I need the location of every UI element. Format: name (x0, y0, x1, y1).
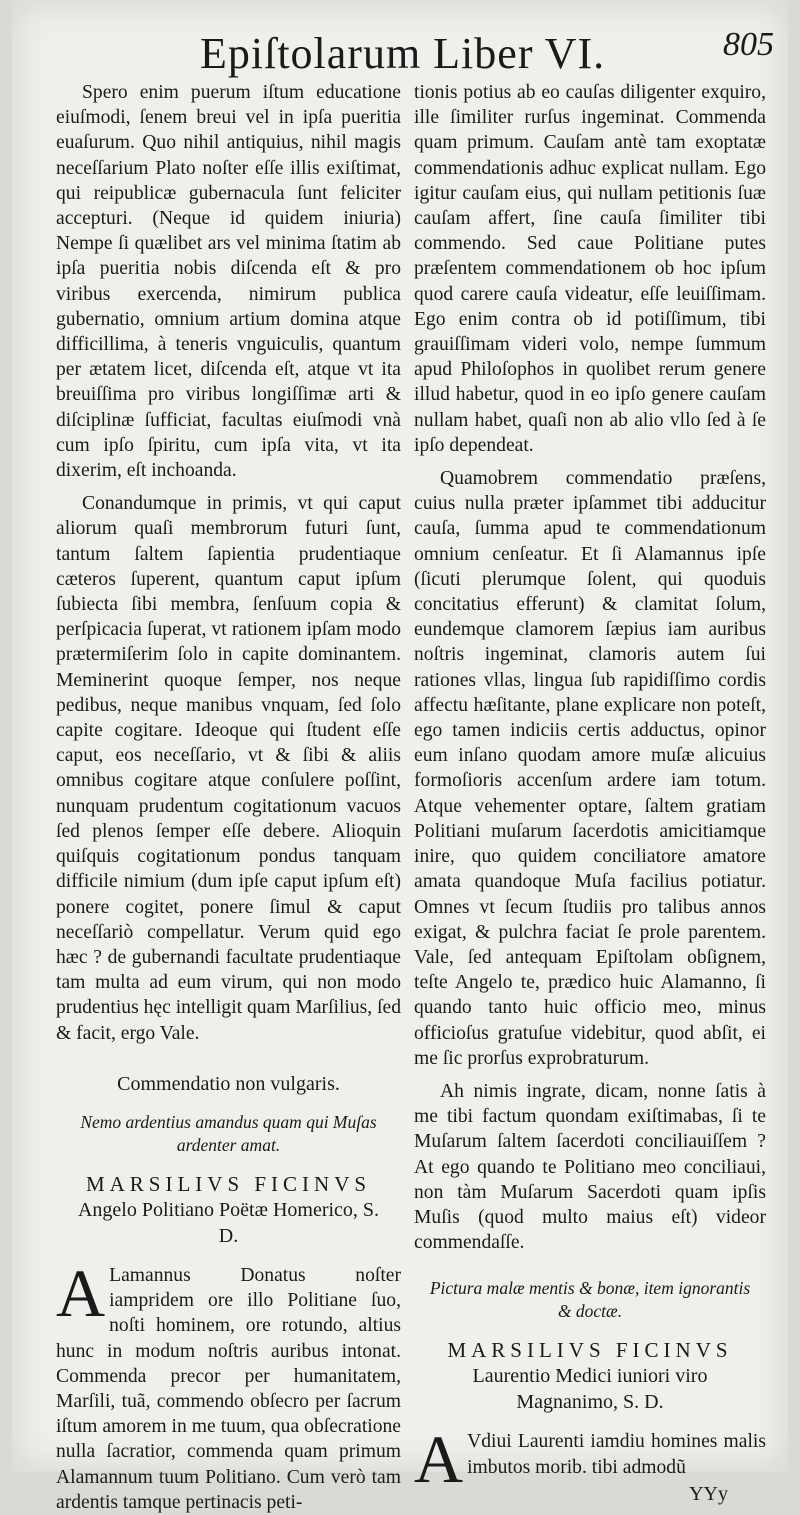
page-header (12, 22, 788, 82)
paragraph-text: Lamannus Donatus noſter iampridem ore illo Politiane ſuo, noſti hominem, ore rotundo, altius hunc in modum noſtris auribus intonat. Commenda precor per humanitatem, Marſili, tuã, commendo obſecro per ſacrum iſtum amorem in me tuum, qua obſecratione nulla ſacratior, commenda quam primum Alamannum tuum Politiano. Cum verò tam ardentis tamque pertinacis peti- (56, 1264, 401, 1513)
page-number: 805 (723, 26, 774, 63)
letter-addressee: Angelo Politiano Poëtæ Homerico, S. D. (77, 1198, 380, 1247)
drop-cap-initial: A (56, 1254, 106, 1331)
letter-heading: Commendatio non vulgaris. (117, 1072, 340, 1095)
letter-addressee: Laurentio Medici iuniori viro Magnanimo, S. D. (472, 1365, 708, 1414)
paragraph: Ah nimis ingrate, dicam, nonne ſatis à me tibi factum quondam exiſtimabas, ſi te Muſarum ſaltem ſacerdoti conciliauiſſem ? At ego quando te Politiano meo conciliaui, non tàm Muſarum Sacerdoti quam ipſis Muſis (quod multo maius eſt) videor commendaſſe. (414, 1080, 766, 1254)
paragraph: tionis potius ab eo cauſas diligenter exquiro, ille ſimiliter rurſus ingeminat. Commenda quam primum. Cauſam antè tam exoptatæ commendationis adhuc explicat nullam. Ego igitur cauſam eius, qui nullam petitionis ſuæ cauſam affert, ſine cauſa ſimiliter tibi commendo. Sed caue Politiane putes præſentem commendationem ob hoc ipſum quod carere cauſa videatur, eſſe leuiſſimam. Ego enim contra ob id potiſſimum, tibi grauiſſimam videri volo, nempe ſummum apud Philoſophos in quolibet rerum genere illud habetur, quod in eo ipſo genere cauſam nullam habet, quaſi non ab alio vllo ſed à ſe ipſo dependeat. (414, 82, 766, 456)
letter-sender: MARSILIVS FICINVS (447, 1338, 733, 1363)
paragraph: Spero enim puerum iſtum educatione eiuſmodi, ſenem breui vel in ipſa pueritia euaſurum. Quo nihil antiquius, nihil magis neceſſarium Plato noſter eſſe illis exiſtimat, qui reipublicæ gubernacula ſunt feliciter accepturi. (Neque id quidem iniuria) Nempe ſi quælibet ars vel minima ſtatim ab ipſa pueritia nobis diſcenda eſt & pro viribus exercenda, nimirum publica gubernatio, omnium artium domina atque difficillima, à teneris vnguiculis, quantum per ætatem licet, diſcenda eſt, atque vt ita breuiſſima pro viribus longiſſimæ arti & diſciplinæ ſufficiat, facultas eiuſmodi vnà cum ipſo ſpiritu, cum ipſa vita, vt ita dixerim, eſt inchoanda. (56, 82, 401, 482)
paragraph: Quamobrem commendatio præſens, cuius nulla præter ipſammet tibi adducitur cauſa, ſumma apud te commendationum omnium cenſeatur. Et ſi Alamannus ipſe (ſicuti plerumque ſolent, qui quoduis concitatius efferunt) & clamitat ſolum, eundemque clamorem ſæpius iam auribus noſtris ingeminat, clamoris autem ſui rationes vllas, lingua ſub rapidiſſimo cordis affectu hæſitante, plane explicare non poteſt, ego tamen indiciis certis adductus, opinor eum inſano quodam amore muſæ alicuius formoſioris accenſum ardere iam totum. Atque vehementer optare, ſaltem gratiam Politiani muſarum ſacerdotis amicitiamque inire, quo quidem conciliatore amatore amata quandoque Muſa facilius potiatur. Omnes vt ſecum ſtudiis pro talibus annos exigat, & pulchra faciat ſe prole parentem. Vale, ſed antequam Epiſtolam obſignem, teſte Angelo te, prædico huic Alamanno, ſi quando tanto huic officio meo, minus officioſus gratuſue videbitur, quod abſit, ei me ſic prorſus exprobraturum. (414, 468, 766, 1069)
paragraph-text: Vdiui Laurenti iamdiu homines malis imbutos morib. tibi admodũ (467, 1431, 766, 1478)
running-title: Epiſtolarum Liber VI. (200, 29, 606, 78)
epigraph: Pictura malæ mentis & bonæ, item ignorantis & doctæ. (429, 1278, 751, 1322)
letter-sender: MARSILIVS FICINVS (85, 1171, 372, 1196)
book-page (12, 0, 788, 1513)
epigraph: Nemo ardentius amandus quam qui Muſas ardenter amat. (80, 1111, 377, 1155)
paragraph: Conandumque in primis, vt qui caput aliorum quaſi membrorum futuri ſunt, tantum ſaltem ſapientia prudentiaque cæteros ſuperent, quantum caput ipſum ſubiecta ſibi membra, ſenſuum copia & perſpicacia ſuperat, vt rationem ipſam modo prætermiſerim ſolo in capite dominantem. Meminerint quoque ſemper, nos neque pedibus, neque manibus vnquam, ſed ſolo capite cogitare. Ideoque qui ſtudent eſſe caput, eos neceſſario, vt & ſibi & aliis omnibus cogitare atque conſulere poſſint, nunquam prudentum cogitationum vacuos ſed plenos ſemper eſſe debere. Alioquin quiſquis cogitationum pondus tanquam difficile nimium (dum ipſe caput ipſum eſt) ponere cogitet, ponere ſimul & caput neceſſariò compellatur. Verum quid ego hæc ? de gubernandi facultate prudentiaque tam multa ad eum virum, qui non modo prudentius hęc intelligit quam Marſilius, ſed & facit, ergo Vale. (56, 493, 402, 1044)
catchword: YYy (689, 1482, 728, 1505)
drop-cap-initial: A (414, 1421, 464, 1498)
left-column (56, 80, 401, 1515)
right-column (414, 80, 766, 1507)
paragraph-with-initial (56, 1254, 401, 1515)
